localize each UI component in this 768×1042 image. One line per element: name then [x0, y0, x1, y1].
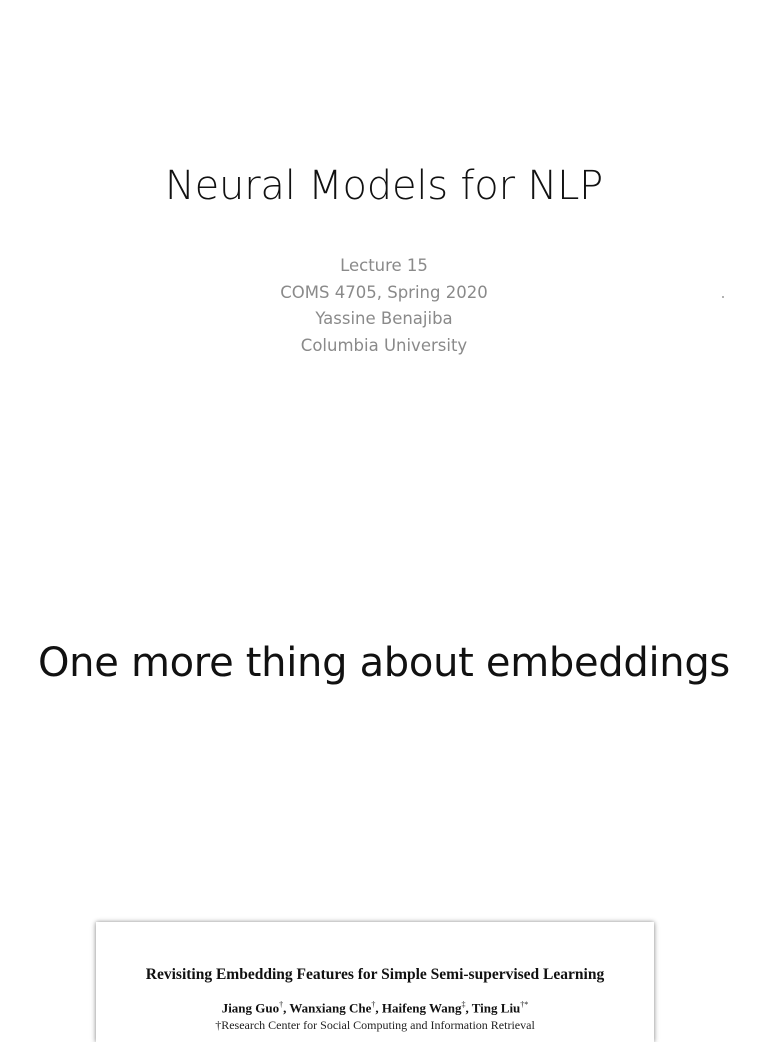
- slide-subtitle: [0, 253, 768, 359]
- paper-title: Revisiting Embedding Features for Simple Semi-supervised Learning: [145, 966, 605, 983]
- course-term: COMS 4705, Spring 2020: [280, 282, 488, 302]
- author-separator: ,: [283, 1000, 290, 1016]
- author-separator: ,: [375, 1000, 382, 1016]
- university-name: Columbia University: [300, 335, 468, 355]
- author-mark: †: [371, 1000, 376, 1009]
- author-name: Jiang Guo: [221, 1000, 280, 1016]
- stray-dot-mark: [722, 296, 724, 298]
- instructor-name: Yassine Benajiba: [315, 309, 453, 328]
- author-name: Haifeng Wang: [381, 1000, 462, 1016]
- author-mark: †: [279, 1000, 284, 1009]
- paper-screenshot: [96, 922, 654, 1042]
- slide-title: Neural Models for NLP: [164, 163, 604, 209]
- author-separator: ,: [465, 1000, 472, 1016]
- author-mark: ‡: [461, 1000, 466, 1009]
- paper-authors: [96, 1000, 654, 1016]
- section-title: One more thing about embeddings: [38, 640, 730, 686]
- author-name: Ting Liu: [471, 1000, 521, 1016]
- author-name: Wanxiang Che: [289, 1000, 372, 1016]
- author-mark: †*: [520, 1000, 529, 1009]
- lecture-number: Lecture 15: [340, 256, 428, 275]
- paper-affiliation: †Research Center for Social Computing and Information Retrieval: [215, 1018, 535, 1032]
